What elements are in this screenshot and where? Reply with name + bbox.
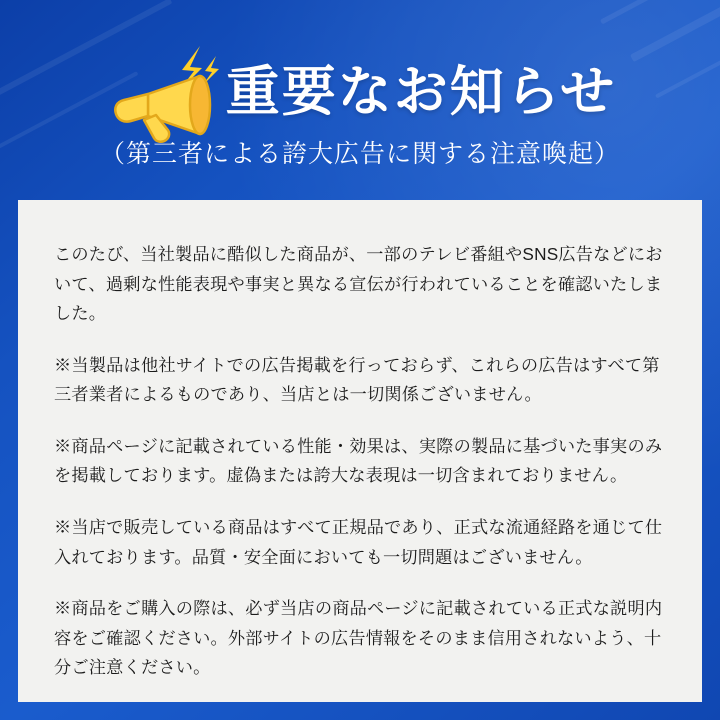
header (0, 0, 720, 196)
notice-card (18, 200, 702, 702)
title-row (0, 40, 720, 144)
page-subtitle: （第三者による誇大広告に関する注意喚起） (99, 140, 620, 168)
notice-paragraph: ※当製品は他社サイトでの広告掲載を行っておらず、これらの広告はすべて第三者業者によるものであり、当店とは一切関係ございません。 (54, 354, 660, 405)
megaphone-icon (104, 40, 222, 144)
notice-paragraph: ※商品ページに記載されている性能・効果は、実際の製品に基づいた事実のみを掲載しております。虚偽または誇大な表現は一切含まれておりません。 (54, 435, 663, 486)
page-title: 重要なお知らせ (225, 62, 617, 122)
notice-paragraph: このたび、当社製品に酷似した商品が、一部のテレビ番組やSNS広告などにおいて、過剰な性能表現や事実と異なる宣伝が行われていることを確認いたしました。 (54, 244, 663, 324)
notice-paragraph: ※商品をご購入の際は、必ず当店の商品ページに記載されている正式な説明内容をご確認ください。外部サイトの広告情報をそのまま信用されないよう、十分ご注意ください。 (54, 598, 663, 678)
notice-paragraph: ※当店で販売している商品はすべて正規品であり、正式な流通経路を通じて仕入れております。品質・安全面においても一切問題はございません。 (54, 517, 663, 567)
